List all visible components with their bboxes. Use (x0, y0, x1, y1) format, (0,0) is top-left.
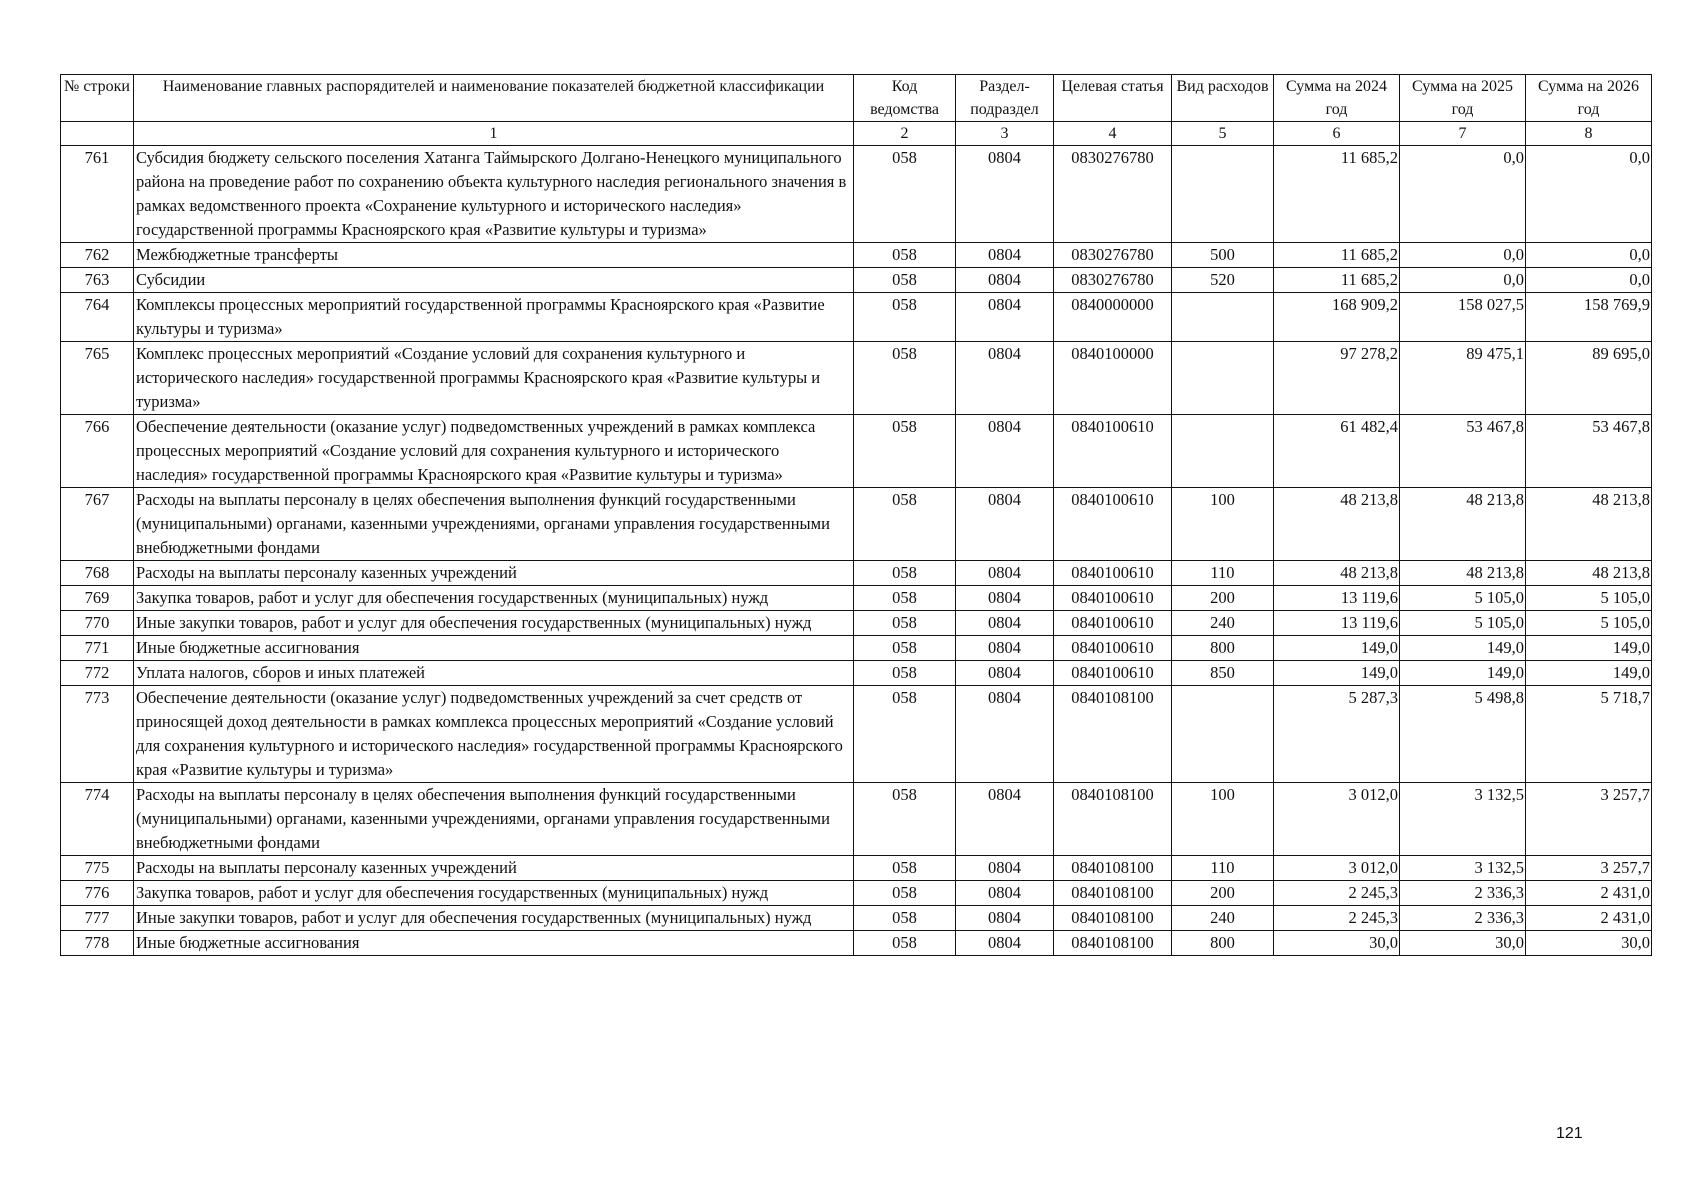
column-number: 8 (1526, 122, 1652, 146)
row-vid: 240 (1172, 611, 1274, 636)
column-number: 1 (134, 122, 854, 146)
row-sum-2026: 89 695,0 (1526, 342, 1652, 415)
row-vid: 100 (1172, 488, 1274, 561)
row-sum-2025: 0,0 (1400, 243, 1526, 268)
table-row (61, 268, 1652, 293)
row-ved-code: 058 (854, 661, 956, 686)
row-target: 0840108100 (1054, 881, 1172, 906)
row-sum-2024: 61 482,4 (1274, 415, 1400, 488)
row-sum-2026: 48 213,8 (1526, 488, 1652, 561)
row-sum-2025: 5 105,0 (1400, 586, 1526, 611)
row-number: 775 (61, 856, 134, 881)
row-sum-2024: 11 685,2 (1274, 268, 1400, 293)
row-name: Расходы на выплаты персоналу в целях обеспечения выполнения функций государственными (муниципальными) органами, казенными учреждениями, органами управления государственными внебюджетными фондами (134, 783, 854, 856)
header-no: № строки (61, 75, 134, 122)
row-sum-2026: 2 431,0 (1526, 881, 1652, 906)
row-sum-2026: 0,0 (1526, 268, 1652, 293)
row-name: Расходы на выплаты персоналу казенных учреждений (134, 561, 854, 586)
row-sum-2025: 48 213,8 (1400, 488, 1526, 561)
row-sum-2026: 149,0 (1526, 661, 1652, 686)
header-vid: Вид расходов (1172, 75, 1274, 122)
row-name: Субсидия бюджету сельского поселения Хатанга Таймырского Долгано-Ненецкого муниципального района на проведение работ по сохранению объекта культурного наследия регионального значения в рамках ведомственного проекта «Сохранение культурного и исторического наследия» государственной программы Красноярского края «Развитие культуры и туризма» (134, 146, 854, 243)
row-name: Иные закупки товаров, работ и услуг для обеспечения государственных (муниципальных) нужд (134, 611, 854, 636)
row-number: 764 (61, 293, 134, 342)
row-number: 765 (61, 342, 134, 415)
row-razdel: 0804 (956, 783, 1054, 856)
row-name: Комплекс процессных мероприятий «Создание условий для сохранения культурного и исторического наследия» государственной программы Красноярского края «Развитие культуры и туризма» (134, 342, 854, 415)
row-sum-2024: 13 119,6 (1274, 586, 1400, 611)
row-target: 0830276780 (1054, 146, 1172, 243)
row-ved-code: 058 (854, 488, 956, 561)
row-sum-2025: 5 498,8 (1400, 686, 1526, 783)
table-row (61, 146, 1652, 243)
column-number: 4 (1054, 122, 1172, 146)
row-razdel: 0804 (956, 561, 1054, 586)
row-ved-code: 058 (854, 686, 956, 783)
row-target: 0840108100 (1054, 783, 1172, 856)
row-sum-2026: 30,0 (1526, 931, 1652, 956)
table-row (61, 931, 1652, 956)
row-ved-code: 058 (854, 268, 956, 293)
row-number: 768 (61, 561, 134, 586)
column-number: 7 (1400, 122, 1526, 146)
row-target: 0840100610 (1054, 636, 1172, 661)
row-sum-2026: 3 257,7 (1526, 783, 1652, 856)
row-vid (1172, 342, 1274, 415)
column-number-row (61, 122, 1652, 146)
row-sum-2024: 149,0 (1274, 661, 1400, 686)
row-razdel: 0804 (956, 611, 1054, 636)
column-number: 3 (956, 122, 1054, 146)
row-ved-code: 058 (854, 415, 956, 488)
row-vid: 800 (1172, 931, 1274, 956)
row-ved-code: 058 (854, 293, 956, 342)
header-razdel: Раздел-подраздел (956, 75, 1054, 122)
table-row (61, 783, 1652, 856)
header-row (61, 75, 1652, 122)
row-sum-2024: 11 685,2 (1274, 146, 1400, 243)
row-target: 0840100000 (1054, 342, 1172, 415)
row-vid: 240 (1172, 906, 1274, 931)
row-number: 761 (61, 146, 134, 243)
row-ved-code: 058 (854, 561, 956, 586)
row-target: 0840000000 (1054, 293, 1172, 342)
row-sum-2025: 158 027,5 (1400, 293, 1526, 342)
row-ved-code: 058 (854, 611, 956, 636)
row-sum-2026: 158 769,9 (1526, 293, 1652, 342)
row-number: 777 (61, 906, 134, 931)
row-name: Межбюджетные трансферты (134, 243, 854, 268)
row-name: Субсидии (134, 268, 854, 293)
table-row (61, 661, 1652, 686)
row-razdel: 0804 (956, 293, 1054, 342)
row-sum-2026: 149,0 (1526, 636, 1652, 661)
table-row (61, 636, 1652, 661)
row-name: Расходы на выплаты персоналу казенных учреждений (134, 856, 854, 881)
row-ved-code: 058 (854, 906, 956, 931)
header-ved: Код ведомства (854, 75, 956, 122)
row-name: Расходы на выплаты персоналу в целях обеспечения выполнения функций государственными (муниципальными) органами, казенными учреждениями, органами управления государственными внебюджетными фондами (134, 488, 854, 561)
row-name: Иные бюджетные ассигнования (134, 636, 854, 661)
row-sum-2026: 0,0 (1526, 146, 1652, 243)
row-number: 763 (61, 268, 134, 293)
row-number: 778 (61, 931, 134, 956)
row-sum-2024: 30,0 (1274, 931, 1400, 956)
row-target: 0830276780 (1054, 243, 1172, 268)
row-sum-2025: 149,0 (1400, 636, 1526, 661)
row-razdel: 0804 (956, 586, 1054, 611)
row-razdel: 0804 (956, 686, 1054, 783)
row-razdel: 0804 (956, 636, 1054, 661)
row-vid: 850 (1172, 661, 1274, 686)
row-sum-2025: 3 132,5 (1400, 856, 1526, 881)
row-sum-2025: 2 336,3 (1400, 881, 1526, 906)
row-vid: 110 (1172, 856, 1274, 881)
table-row (61, 488, 1652, 561)
row-sum-2024: 97 278,2 (1274, 342, 1400, 415)
header-sum-2024: Сумма на 2024 год (1274, 75, 1400, 122)
row-target: 0830276780 (1054, 268, 1172, 293)
row-sum-2024: 3 012,0 (1274, 856, 1400, 881)
table-row (61, 881, 1652, 906)
row-sum-2024: 168 909,2 (1274, 293, 1400, 342)
row-sum-2024: 2 245,3 (1274, 906, 1400, 931)
row-ved-code: 058 (854, 931, 956, 956)
table-row (61, 611, 1652, 636)
row-razdel: 0804 (956, 906, 1054, 931)
row-name: Уплата налогов, сборов и иных платежей (134, 661, 854, 686)
row-name: Иные закупки товаров, работ и услуг для обеспечения государственных (муниципальных) нужд (134, 906, 854, 931)
row-sum-2024: 48 213,8 (1274, 561, 1400, 586)
row-ved-code: 058 (854, 586, 956, 611)
row-razdel: 0804 (956, 661, 1054, 686)
row-sum-2026: 53 467,8 (1526, 415, 1652, 488)
row-razdel: 0804 (956, 488, 1054, 561)
row-number: 773 (61, 686, 134, 783)
row-sum-2025: 30,0 (1400, 931, 1526, 956)
row-sum-2024: 3 012,0 (1274, 783, 1400, 856)
row-razdel: 0804 (956, 881, 1054, 906)
row-sum-2025: 3 132,5 (1400, 783, 1526, 856)
row-ved-code: 058 (854, 146, 956, 243)
row-target: 0840108100 (1054, 906, 1172, 931)
row-number: 774 (61, 783, 134, 856)
table-row (61, 293, 1652, 342)
row-target: 0840100610 (1054, 586, 1172, 611)
header-sum-2026: Сумма на 2026 год (1526, 75, 1652, 122)
row-vid: 110 (1172, 561, 1274, 586)
row-target: 0840100610 (1054, 415, 1172, 488)
row-name: Иные бюджетные ассигнования (134, 931, 854, 956)
row-sum-2025: 53 467,8 (1400, 415, 1526, 488)
row-sum-2026: 5 105,0 (1526, 586, 1652, 611)
row-sum-2025: 48 213,8 (1400, 561, 1526, 586)
row-vid: 200 (1172, 586, 1274, 611)
row-target: 0840108100 (1054, 856, 1172, 881)
row-sum-2025: 149,0 (1400, 661, 1526, 686)
row-vid: 520 (1172, 268, 1274, 293)
row-razdel: 0804 (956, 415, 1054, 488)
column-number: 6 (1274, 122, 1400, 146)
row-sum-2026: 5 718,7 (1526, 686, 1652, 783)
page-number: 121 (1556, 1125, 1583, 1142)
row-target: 0840100610 (1054, 488, 1172, 561)
row-sum-2025: 5 105,0 (1400, 611, 1526, 636)
row-ved-code: 058 (854, 856, 956, 881)
row-vid: 200 (1172, 881, 1274, 906)
row-target: 0840100610 (1054, 611, 1172, 636)
row-sum-2024: 48 213,8 (1274, 488, 1400, 561)
table-header (61, 75, 1652, 146)
row-sum-2025: 89 475,1 (1400, 342, 1526, 415)
column-number: 5 (1172, 122, 1274, 146)
table-row (61, 906, 1652, 931)
row-name: Комплексы процессных мероприятий государственной программы Красноярского края «Развитие культуры и туризма» (134, 293, 854, 342)
row-vid: 500 (1172, 243, 1274, 268)
row-ved-code: 058 (854, 243, 956, 268)
row-target: 0840108100 (1054, 931, 1172, 956)
table-row (61, 561, 1652, 586)
row-sum-2026: 2 431,0 (1526, 906, 1652, 931)
row-sum-2024: 149,0 (1274, 636, 1400, 661)
row-number: 770 (61, 611, 134, 636)
row-number: 772 (61, 661, 134, 686)
table-row (61, 856, 1652, 881)
row-sum-2026: 3 257,7 (1526, 856, 1652, 881)
row-vid: 100 (1172, 783, 1274, 856)
row-number: 776 (61, 881, 134, 906)
row-vid (1172, 146, 1274, 243)
row-target: 0840100610 (1054, 561, 1172, 586)
row-number: 771 (61, 636, 134, 661)
row-number: 762 (61, 243, 134, 268)
table-body (61, 146, 1652, 956)
row-ved-code: 058 (854, 783, 956, 856)
row-vid (1172, 293, 1274, 342)
row-name: Обеспечение деятельности (оказание услуг) подведомственных учреждений в рамках комплекса процессных мероприятий «Создание условий для сохранения культурного и исторического наследия» государственной программы Красноярского края «Развитие культуры и туризма» (134, 415, 854, 488)
header-sum-2025: Сумма на 2025 год (1400, 75, 1526, 122)
row-sum-2025: 0,0 (1400, 146, 1526, 243)
row-sum-2025: 2 336,3 (1400, 906, 1526, 931)
row-razdel: 0804 (956, 243, 1054, 268)
column-number: 2 (854, 122, 956, 146)
row-razdel: 0804 (956, 268, 1054, 293)
row-vid (1172, 415, 1274, 488)
row-vid: 800 (1172, 636, 1274, 661)
row-razdel: 0804 (956, 931, 1054, 956)
row-number: 769 (61, 586, 134, 611)
table-row (61, 342, 1652, 415)
table-row (61, 586, 1652, 611)
row-sum-2024: 2 245,3 (1274, 881, 1400, 906)
budget-table (60, 74, 1652, 956)
table-row (61, 686, 1652, 783)
row-razdel: 0804 (956, 856, 1054, 881)
row-sum-2024: 11 685,2 (1274, 243, 1400, 268)
row-ved-code: 058 (854, 881, 956, 906)
row-number: 767 (61, 488, 134, 561)
row-sum-2024: 13 119,6 (1274, 611, 1400, 636)
header-name: Наименование главных распорядителей и наименование показателей бюджетной классификации (134, 75, 854, 122)
row-name: Обеспечение деятельности (оказание услуг) подведомственных учреждений за счет средств от приносящей доход деятельности в рамках комплекса процессных мероприятий «Создание условий для сохранения культурного и исторического наследия» государственной программы Красноярского края «Развитие культуры и туризма» (134, 686, 854, 783)
row-razdel: 0804 (956, 342, 1054, 415)
row-sum-2025: 0,0 (1400, 268, 1526, 293)
row-target: 0840108100 (1054, 686, 1172, 783)
row-razdel: 0804 (956, 146, 1054, 243)
row-sum-2024: 5 287,3 (1274, 686, 1400, 783)
row-ved-code: 058 (854, 636, 956, 661)
table-row (61, 243, 1652, 268)
row-vid (1172, 686, 1274, 783)
row-name: Закупка товаров, работ и услуг для обеспечения государственных (муниципальных) нужд (134, 881, 854, 906)
row-target: 0840100610 (1054, 661, 1172, 686)
row-number: 766 (61, 415, 134, 488)
column-number (61, 122, 134, 146)
row-sum-2026: 48 213,8 (1526, 561, 1652, 586)
row-name: Закупка товаров, работ и услуг для обеспечения государственных (муниципальных) нужд (134, 586, 854, 611)
table-row (61, 415, 1652, 488)
row-sum-2026: 0,0 (1526, 243, 1652, 268)
row-sum-2026: 5 105,0 (1526, 611, 1652, 636)
row-ved-code: 058 (854, 342, 956, 415)
header-target: Целевая статья (1054, 75, 1172, 122)
